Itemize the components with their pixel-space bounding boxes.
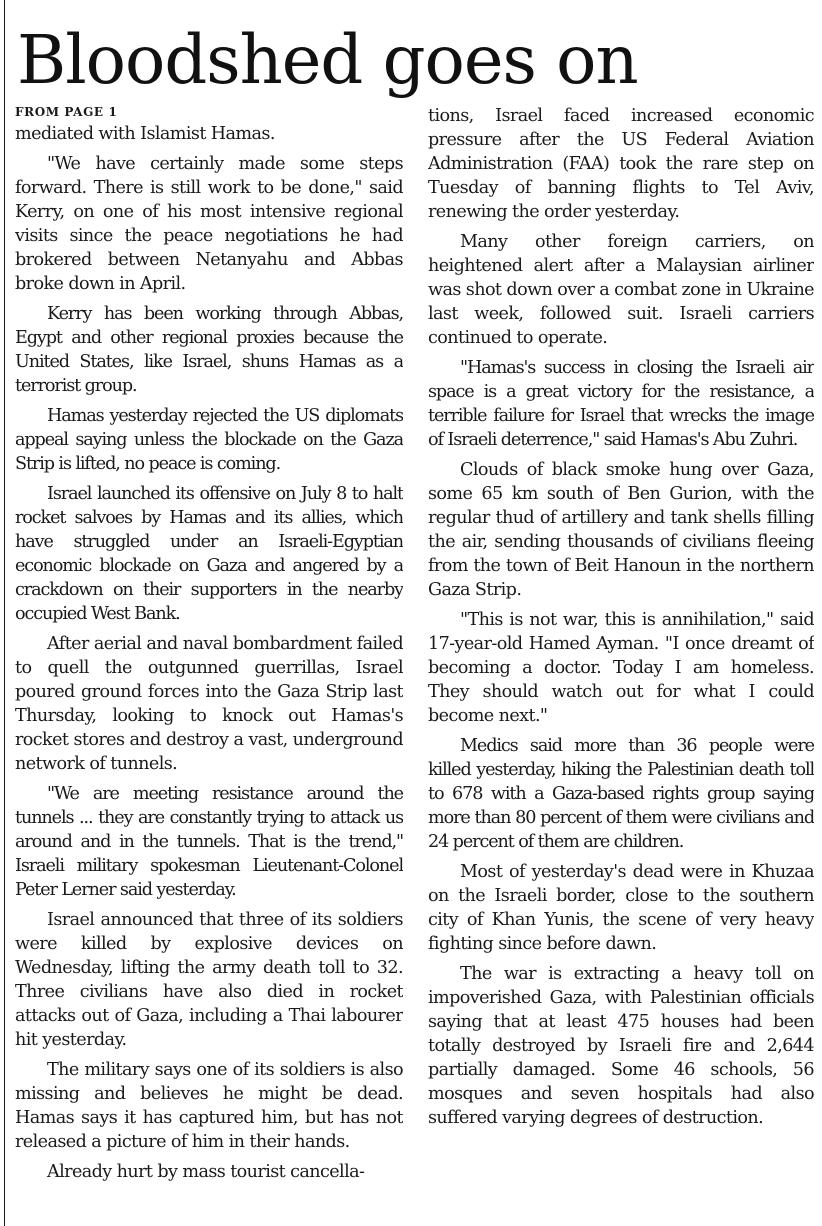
paragraph: The military says one of its soldiers is also missing and believes he might be dead. Hamas says it has captured him, but has not released a picture of him in their hands. xyxy=(15,1060,403,1152)
paragraph: "We are meeting resistance around the tunnels ... they are constantly trying to attack us around and in the tunnels. That is the trend," Israeli military spokesman Lieutenant-Colonel Peter Lerner said yesterday. xyxy=(15,784,403,900)
paragraph: mediated with Islamist Hamas. xyxy=(15,124,275,144)
headline: Bloodshed goes on xyxy=(17,21,638,99)
paragraph: Hamas yesterday rejected the US diplomats appeal saying unless the blockade on the Gaza Strip is lifted, no peace is coming. xyxy=(15,406,403,474)
paragraph: Medics said more than 36 people were killed yesterday, hiking the Palestinian death toll to 678 with a Gaza-based rights group saying more than 80 percent of them were civilians and 24 percent of them are children. xyxy=(428,736,814,852)
paragraph: "We have certainly made some steps forward. There is still work to be done," said Kerry, on one of his most intensive regional visits since the peace negotiations he had brokered between Netanyahu and Abbas broke down in April. xyxy=(15,154,403,294)
paragraph: Many other foreign carriers, on heightened alert after a Malaysian airliner was shot down over a combat zone in Ukraine last week, followed suit. Israeli carriers continued to operate. xyxy=(428,232,814,348)
paragraph: After aerial and naval bombardment failed to quell the outgunned guerrillas, Israel poured ground forces into the Gaza Strip last Thursday, looking to knock out Hamas's rocket stores and destroy a vast, underground network of tunnels. xyxy=(15,634,403,774)
kicker-from-page: FROM PAGE 1 xyxy=(15,105,118,119)
paragraph: The war is extracting a heavy toll on impoverished Gaza, with Palestinian officials saying that at least 475 houses had been totally destroyed by Israeli fire and 2,644 partially damaged. Some 46 schools, 56 mosques and seven hospitals had also suffered varying degrees of destruction. xyxy=(428,964,814,1128)
paragraph: Kerry has been working through Abbas, Egypt and other regional proxies because the United States, like Israel, shuns Hamas as a terrorist group. xyxy=(15,304,403,396)
paragraph: "Hamas's success in closing the Israeli air space is a great victory for the resistance, a terrible failure for Israel that wrecks the image of Israeli deterrence," said Hamas's Abu Zuhri. xyxy=(428,358,814,450)
page-left-rule xyxy=(4,0,5,1226)
paragraph: Most of yesterday's dead were in Khuzaa on the Israeli border, close to the southern city of Khan Yunis, the scene of very heavy fighting since before dawn. xyxy=(428,862,814,954)
paragraph: Israel launched its offensive on July 8 to halt rocket salvoes by Hamas and its allies, which have struggled under an Israeli-Egyptian economic blockade on Gaza and angered by a crackdown on their supporters in the nearby occupied West Bank. xyxy=(15,484,403,624)
article-column-left xyxy=(15,104,403,1224)
paragraph: tions, Israel faced increased economic pressure after the US Federal Aviation Administration (FAA) took the rare step on Tuesday of banning flights to Tel Aviv, renewing the order yesterday. xyxy=(428,106,814,222)
paragraph: "This is not war, this is annihilation," said 17-year-old Hamed Ayman. "I once dreamt of becoming a doctor. Today I am homeless. They should watch out for what I could become next." xyxy=(428,610,814,726)
paragraph: Already hurt by mass tourist cancella- xyxy=(47,1162,365,1182)
paragraph: Clouds of black smoke hung over Gaza, some 65 km south of Ben Gurion, with the regular thud of artillery and tank shells filling the air, sending thousands of civilians fleeing from the town of Beit Hanoun in the northern Gaza Strip. xyxy=(428,460,814,600)
paragraph: Israel announced that three of its soldiers were killed by explosive devices on Wednesday, lifting the army death toll to 32. Three civilians have also died in rocket attacks out of Gaza, including a Thai labourer hit yesterday. xyxy=(15,910,403,1050)
article-column-right xyxy=(428,104,814,1224)
